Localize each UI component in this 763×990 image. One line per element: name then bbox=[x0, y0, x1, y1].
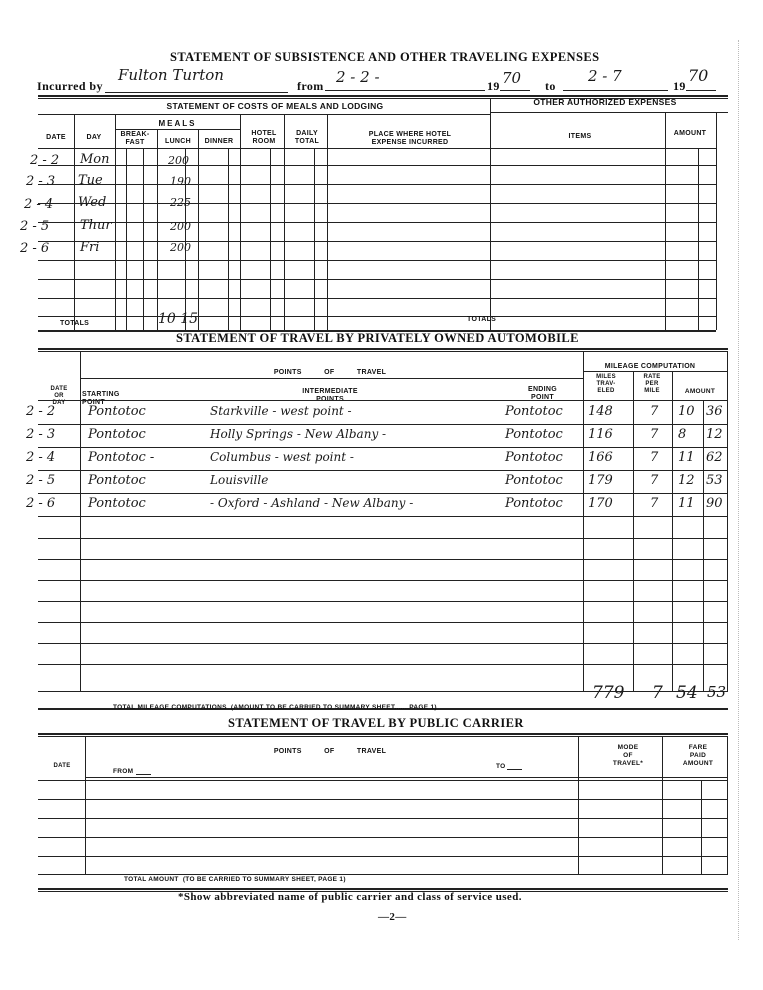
from-date-value: 2 - 2 - bbox=[336, 68, 380, 86]
auto-row-miles: 170 bbox=[588, 496, 613, 511]
auto-row-amount: 11 bbox=[678, 450, 695, 465]
auto-row-amount: 11 bbox=[678, 496, 695, 511]
auto-row-cents: 36 bbox=[706, 404, 723, 419]
auto-row-date: 2 - 6 bbox=[26, 496, 56, 511]
rate-header: RATE PER MILE bbox=[643, 374, 661, 394]
auto-row-rate: 7 bbox=[650, 496, 659, 511]
public-from-label: FROM bbox=[113, 768, 134, 775]
breakfast-header: BREAK- FAST bbox=[120, 131, 150, 146]
year-prefix-1: 19 bbox=[487, 79, 500, 93]
auto-row-start: Pontotoc - bbox=[88, 450, 155, 465]
hotel-room-header: HOTEL ROOM bbox=[251, 130, 277, 145]
auto-row-date: 2 - 4 bbox=[26, 450, 56, 465]
total-amount-value: 54 bbox=[676, 683, 698, 703]
auto-row-end: Pontotoc bbox=[505, 450, 563, 465]
incurred-by-value: Fulton Turton bbox=[118, 66, 224, 84]
auto-row-miles: 116 bbox=[588, 427, 613, 442]
meal-row-5-day: Fri bbox=[80, 240, 100, 255]
items-header: ITEMS bbox=[568, 133, 592, 140]
auto-row-intermediate: Louisville bbox=[210, 473, 269, 487]
auto-row-date: 2 - 5 bbox=[26, 473, 56, 488]
incurred-label: Incurred by bbox=[37, 79, 103, 93]
to-date-value: 2 - 7 bbox=[588, 67, 622, 85]
total-rate-value: 7 bbox=[652, 683, 663, 703]
meal-row-2-date: 2 - 3 bbox=[26, 174, 56, 189]
total-cents-value: 53 bbox=[707, 683, 727, 701]
auto-row-start: Pontotoc bbox=[88, 496, 146, 511]
auto-date-header: DATE OR DAY bbox=[50, 386, 68, 406]
auto-row-start: Pontotoc bbox=[88, 404, 146, 419]
dinner-header: DINNER bbox=[204, 138, 234, 145]
ending-point-header: ENDING POINT bbox=[527, 386, 558, 401]
meals-date-header: DATE bbox=[46, 134, 66, 141]
meal-row-1-day: Mon bbox=[80, 152, 110, 167]
meal-row-5-date: 2 - 6 bbox=[20, 241, 50, 256]
auto-row-cents: 53 bbox=[706, 473, 723, 488]
form-title: STATEMENT OF SUBSISTENCE AND OTHER TRAVELING EXPENSES bbox=[170, 50, 600, 64]
auto-row-amount: 8 bbox=[678, 427, 687, 442]
auto-row-rate: 7 bbox=[650, 473, 659, 488]
fare-header: FARE PAID AMOUNT bbox=[682, 744, 714, 767]
meal-row-3-day: Wed bbox=[78, 195, 107, 210]
meal-row-5-lunch: 200 bbox=[170, 241, 191, 254]
public-date-header: DATE bbox=[53, 763, 71, 769]
auto-section-title: STATEMENT OF TRAVEL BY PRIVATELY OWNED AUTOMOBILE bbox=[176, 331, 579, 345]
total-mileage-label: TOTAL MILEAGE COMPUTATIONS (AMOUNT TO BE CARRIED TO SUMMARY SHEET.......PAGE 1) bbox=[113, 704, 437, 711]
place-header: PLACE WHERE HOTEL EXPENSE INCURRED bbox=[368, 131, 452, 146]
auto-row-rate: 7 bbox=[650, 404, 659, 419]
auto-row-start: Pontotoc bbox=[88, 427, 146, 442]
lunch-total-value: 10 15 bbox=[158, 311, 199, 327]
auto-row-date: 2 - 3 bbox=[26, 427, 56, 442]
auto-row-intermediate: Columbus - west point - bbox=[210, 450, 354, 464]
auto-row-amount: 10 bbox=[678, 404, 695, 419]
other-amount-header: AMOUNT bbox=[673, 130, 707, 137]
starting-point-header: STARTING POINT bbox=[82, 391, 120, 406]
meal-row-2-lunch: 190 bbox=[170, 175, 191, 188]
auto-row-miles: 179 bbox=[588, 473, 613, 488]
mileage-header: MILEAGE COMPUTATION bbox=[604, 363, 696, 370]
intermediate-header: INTERMEDIATE POINTS bbox=[302, 388, 358, 403]
auto-row-cents: 12 bbox=[706, 427, 723, 442]
public-points-header: POINTS OF TRAVEL bbox=[273, 748, 387, 755]
other-section-title: OTHER AUTHORIZED EXPENSES bbox=[533, 97, 677, 107]
auto-row-cents: 62 bbox=[706, 450, 723, 465]
auto-row-end: Pontotoc bbox=[505, 404, 563, 419]
auto-row-end: Pontotoc bbox=[505, 427, 563, 442]
auto-row-intermediate: Starkville - west point - bbox=[210, 404, 352, 418]
auto-row-end: Pontotoc bbox=[505, 473, 563, 488]
meal-row-3-lunch: 225 bbox=[170, 196, 191, 209]
meal-row-4-day: Thur bbox=[80, 218, 112, 233]
meals-totals-label: TOTALS bbox=[60, 320, 90, 327]
year-prefix-2: 19 bbox=[673, 79, 686, 93]
meals-group-title: MEALS bbox=[158, 119, 197, 128]
auto-row-cents: 90 bbox=[706, 496, 723, 511]
footnote: *Show abbreviated name of public carrier and class of service used. bbox=[178, 891, 522, 903]
meals-section-title: STATEMENT OF COSTS OF MEALS AND LODGING bbox=[166, 101, 384, 111]
lunch-header: LUNCH bbox=[165, 138, 191, 145]
meal-row-3-date: 2 - 4 bbox=[24, 197, 54, 212]
auto-row-intermediate: Holly Springs - New Albany - bbox=[210, 427, 387, 441]
total-miles-value: 779 bbox=[592, 683, 625, 703]
auto-row-miles: 166 bbox=[588, 450, 613, 465]
auto-row-intermediate: - Oxford - Ashland - New Albany - bbox=[210, 496, 414, 510]
auto-row-amount: 12 bbox=[678, 473, 695, 488]
auto-row-start: Pontotoc bbox=[88, 473, 146, 488]
auto-points-header: POINTS OF TRAVEL bbox=[273, 369, 387, 376]
page-number: —2— bbox=[378, 911, 407, 923]
auto-row-miles: 148 bbox=[588, 404, 613, 419]
meal-row-4-date: 2 - 5 bbox=[20, 219, 50, 234]
other-totals-label: TOTALS bbox=[467, 316, 497, 323]
year-1-value: 70 bbox=[502, 69, 522, 87]
auto-row-rate: 7 bbox=[650, 450, 659, 465]
auto-row-end: Pontotoc bbox=[505, 496, 563, 511]
auto-row-date: 2 - 2 bbox=[26, 404, 56, 419]
scan-edge-mark bbox=[738, 40, 739, 940]
meals-day-header: DAY bbox=[86, 134, 102, 141]
public-total-label: TOTAL AMOUNT (TO BE CARRIED TO SUMMARY SHEET, PAGE 1) bbox=[124, 876, 346, 883]
meal-row-1-lunch: 200 bbox=[168, 154, 189, 167]
public-section-title: STATEMENT OF TRAVEL BY PUBLIC CARRIER bbox=[228, 716, 524, 730]
auto-row-rate: 7 bbox=[650, 427, 659, 442]
meal-row-1-date: 2 - 2 bbox=[30, 153, 60, 168]
meal-row-4-lunch: 200 bbox=[170, 220, 191, 233]
public-to-label: TO bbox=[496, 763, 506, 770]
auto-amount-header: AMOUNT bbox=[684, 388, 716, 395]
daily-total-header: DAILY TOTAL bbox=[294, 130, 320, 145]
year-2-value: 70 bbox=[688, 66, 709, 85]
miles-header: MILES TRAV- ELED bbox=[596, 374, 616, 394]
meal-row-2-day: Tue bbox=[78, 173, 103, 188]
from-label: from bbox=[297, 79, 324, 93]
to-label: to bbox=[545, 79, 556, 93]
mode-header: MODE OF TRAVEL* bbox=[612, 744, 644, 767]
